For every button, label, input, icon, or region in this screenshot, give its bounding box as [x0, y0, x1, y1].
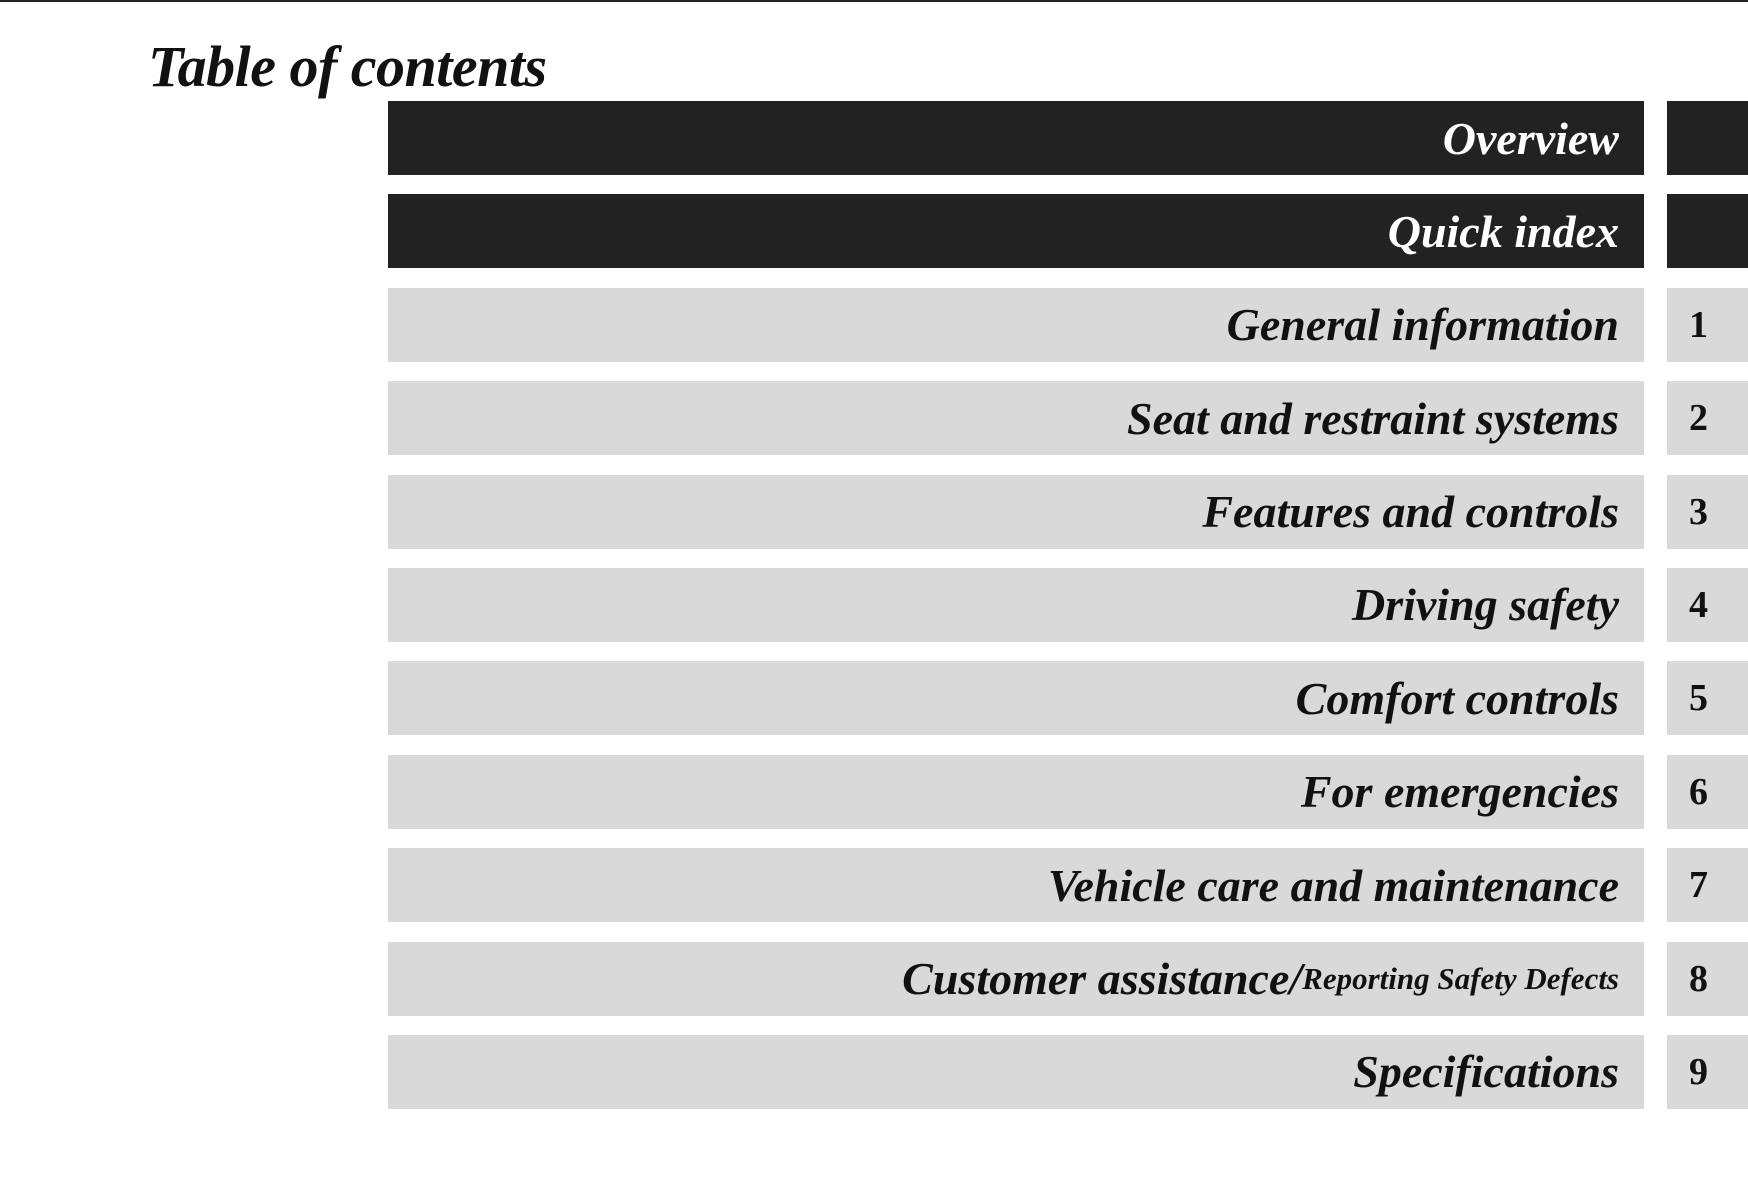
toc-entry-label: Customer assistance/: [902, 953, 1303, 1005]
toc-entry: [388, 1035, 1748, 1109]
toc-entry-tab[interactable]: [1667, 288, 1748, 362]
toc-entry-link-features-and-controls[interactable]: [388, 475, 1644, 549]
toc-entry-number: 7: [1689, 864, 1708, 907]
toc-entry-tab[interactable]: [1667, 194, 1748, 268]
toc-entry-label: Comfort controls: [1295, 672, 1619, 724]
toc-entry-tab[interactable]: [1667, 1035, 1748, 1109]
page-title: Table of contents: [148, 34, 547, 99]
toc-entry-number: 5: [1689, 677, 1708, 720]
toc-entry: [388, 848, 1748, 922]
toc-entry-label: Quick index: [1387, 205, 1619, 257]
toc-entry-tab[interactable]: [1667, 942, 1748, 1016]
toc-entry-sublabel: Reporting Safety Defects: [1302, 960, 1619, 996]
toc-entry-link-driving-safety[interactable]: [388, 568, 1644, 642]
toc-entry: [388, 755, 1748, 829]
toc-entry: [388, 288, 1748, 362]
toc-entry-number: 6: [1689, 770, 1708, 813]
toc-entry-tab[interactable]: [1667, 661, 1748, 735]
toc-entry-link-vehicle-care-and-maintenance[interactable]: [388, 848, 1644, 922]
toc-entry-tab[interactable]: [1667, 848, 1748, 922]
toc-entry-tab[interactable]: [1667, 381, 1748, 455]
toc-entry-link-customer-assistance[interactable]: [388, 942, 1644, 1016]
toc-entry-label: General information: [1226, 299, 1619, 351]
toc-entry-link-overview[interactable]: [388, 101, 1644, 175]
toc-entry-number: 4: [1689, 583, 1708, 626]
toc-entry-link-general-information[interactable]: [388, 288, 1644, 362]
toc-entry-link-quick-index[interactable]: [388, 194, 1644, 268]
toc-entry-label: Vehicle care and maintenance: [1047, 859, 1619, 911]
toc-entry-number: 9: [1689, 1050, 1708, 1093]
toc-entry: [388, 381, 1748, 455]
toc-list: [388, 101, 1748, 1128]
toc-entry-label: Features and controls: [1202, 486, 1619, 538]
toc-entry-number: 1: [1689, 303, 1708, 346]
toc-entry-link-specifications[interactable]: [388, 1035, 1644, 1109]
toc-entry-link-comfort-controls[interactable]: [388, 661, 1644, 735]
toc-entry: [388, 101, 1748, 175]
toc-entry-number: 2: [1689, 397, 1708, 440]
toc-entry-tab[interactable]: [1667, 101, 1748, 175]
toc-entry-link-seat-and-restraint-systems[interactable]: [388, 381, 1644, 455]
toc-entry-label: Driving safety: [1351, 579, 1619, 631]
toc-entry-number: 8: [1689, 957, 1708, 1000]
toc-entry: [388, 475, 1748, 549]
toc-entry-label: Specifications: [1353, 1046, 1619, 1098]
toc-entry-number: 3: [1689, 490, 1708, 533]
toc-entry: [388, 568, 1748, 642]
toc-entry-label: Seat and restraint systems: [1126, 392, 1619, 444]
top-rule: [0, 0, 1748, 2]
toc-entry-tab[interactable]: [1667, 475, 1748, 549]
toc-entry: [388, 942, 1748, 1016]
toc-entry: [388, 194, 1748, 268]
toc-entry-label: For emergencies: [1300, 766, 1619, 818]
toc-entry-label: Overview: [1442, 112, 1619, 164]
toc-entry-tab[interactable]: [1667, 568, 1748, 642]
toc-entry-tab[interactable]: [1667, 755, 1748, 829]
toc-entry: [388, 661, 1748, 735]
toc-entry-link-for-emergencies[interactable]: [388, 755, 1644, 829]
